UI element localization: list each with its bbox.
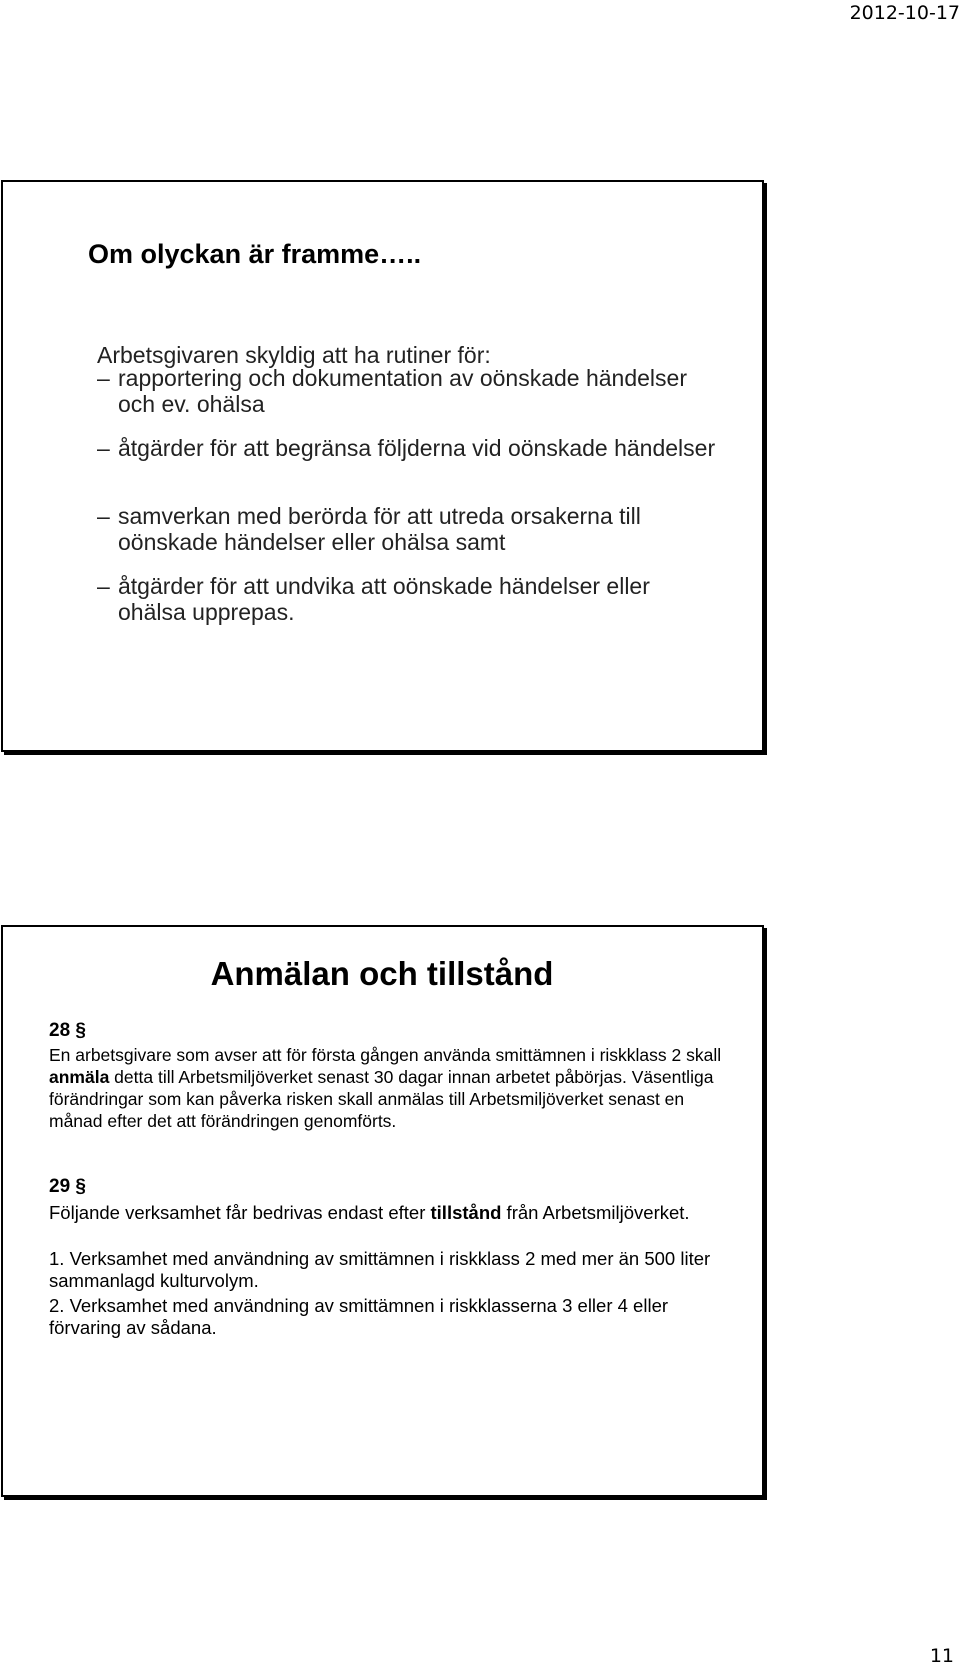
bullet-dash: – bbox=[97, 573, 110, 599]
section-29-item-2: 2. Verksamhet med användning av smittämnen i riskklasserna 3 eller 4 eller förvaring av sådana. bbox=[49, 1295, 669, 1338]
section-29-item-1: 1. Verksamhet med användning av smittämnen i riskklass 2 med mer än 500 liter sammanlagd kulturvolym. bbox=[49, 1248, 711, 1291]
page-number: 11 bbox=[929, 1645, 954, 1667]
slide-2-title: Anmälan och tillstånd bbox=[210, 955, 554, 992]
section-28-text-start: En arbetsgivare som avser att för första gången använda smittämnen i riskklass 2 skall bbox=[49, 1045, 722, 1065]
header-date: 2012-10-17 bbox=[849, 2, 960, 24]
section-28-bold-word: anmäla bbox=[49, 1067, 110, 1087]
bullet-text: samverkan med berörda för att utreda orsakerna till oönskade händelser eller ohälsa samt bbox=[118, 503, 641, 555]
section-28-heading: 28 § bbox=[49, 1020, 86, 1041]
bullet-dash: – bbox=[97, 435, 110, 461]
section-29-text-start: Följande verksamhet får bedrivas endast efter bbox=[49, 1202, 431, 1223]
bullet-text: åtgärder för att begränsa följderna vid oönskade händelser bbox=[118, 435, 716, 461]
section-29-paragraph bbox=[49, 1202, 729, 1224]
section-28-text-end: detta till Arbetsmiljöverket senast 30 dagar innan arbetet påbörjas. Väsentliga förändringar som kan påverka risken skall anmälas till Arbetsmiljöverket senast en månad efter det att förändringen genomförts. bbox=[49, 1067, 714, 1131]
section-29-text-end: från Arbetsmiljöverket. bbox=[501, 1202, 690, 1223]
slide-1-title: Om olyckan är framme….. bbox=[88, 239, 422, 269]
section-29-heading: 29 § bbox=[49, 1176, 86, 1197]
section-28-paragraph bbox=[49, 1044, 729, 1132]
bullet-dash: – bbox=[97, 503, 110, 529]
bullet-dash: – bbox=[97, 365, 110, 391]
slide-1-lead-text: Arbetsgivaren skyldig att ha rutiner för: bbox=[97, 342, 491, 368]
bullet-text: rapportering och dokumentation av oönskade händelser och ev. ohälsa bbox=[118, 365, 687, 417]
section-29-bold-word: tillstånd bbox=[430, 1202, 502, 1223]
bullet-text: åtgärder för att undvika att oönskade händelser eller ohälsa upprepas. bbox=[118, 573, 650, 625]
